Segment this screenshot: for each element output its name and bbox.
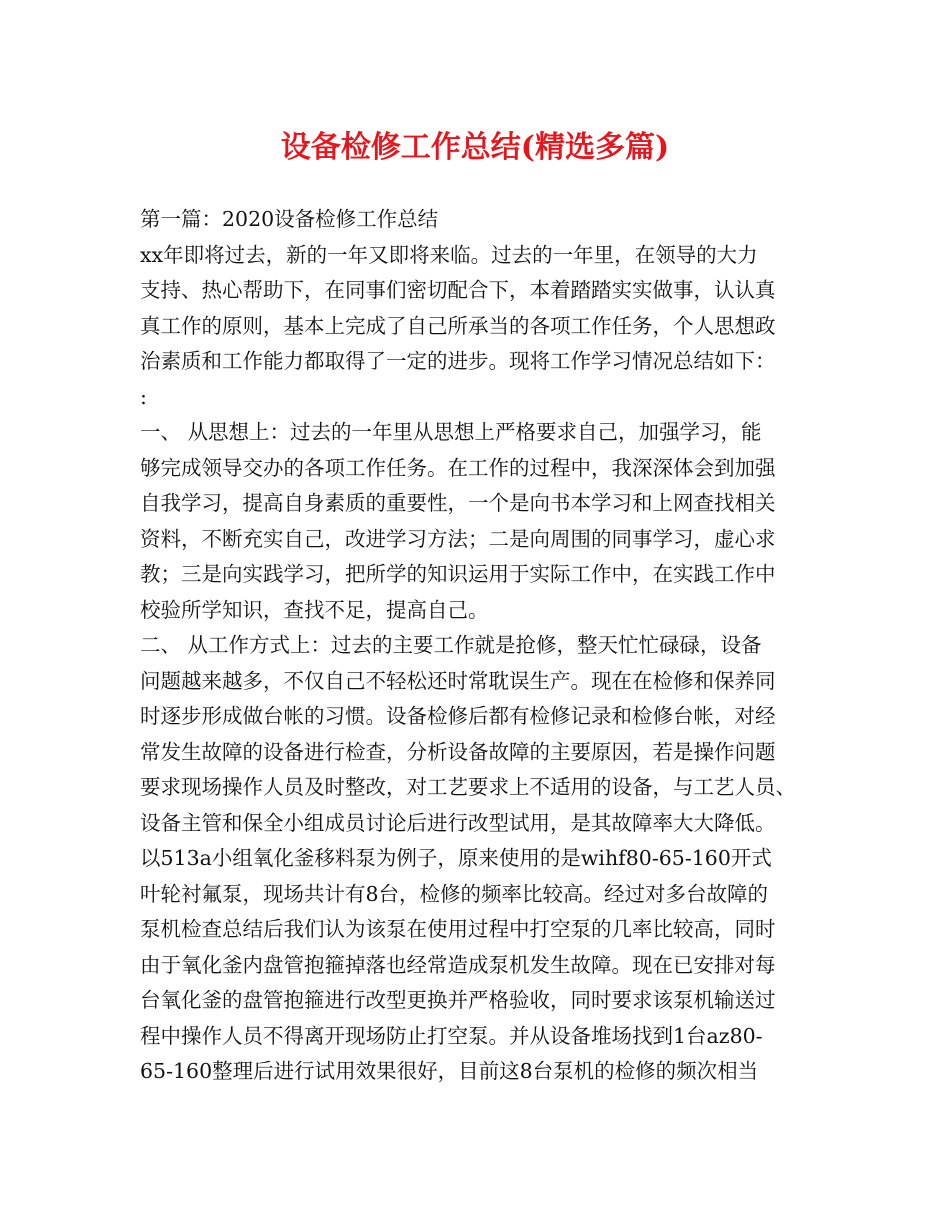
- text-line: 够完成领导交办的各项工作任务。在工作的过程中，我深深体会到加强: [140, 455, 776, 480]
- text-line: 叶轮衬氟泵，现场共计有8台，检修的频率比较高。经过对多台故障的: [140, 881, 769, 906]
- text-line: 设备主管和保全小组成员讨论后进行改型试用，是其故障率大大降低。: [140, 810, 776, 835]
- text-line: 程中操作人员不得离开现场防止打空泵。并从设备堆场找到1台az80-: [140, 1023, 763, 1048]
- text-line: 一、 从思想上：过去的一年里从思想上严格要求自己，加强学习，能: [140, 420, 762, 444]
- text-line: 第一篇：2020设备检修工作总结: [140, 207, 439, 231]
- text-line: 教；三是向实践学习，把所学的知识运用于实际工作中，在实践工作中: [140, 562, 776, 586]
- text-line: 65-160整理后进行试用效果很好，目前这8台泵机的检修的频次相当: [140, 1059, 759, 1083]
- document-title: 设备检修工作总结(精选多篇): [280, 130, 670, 165]
- text-line: 常发生故障的设备进行检查，分析设备故障的主要原因，若是操作问题: [140, 739, 776, 764]
- text-line: 时逐步形成做台帐的习惯。设备检修后都有检修记录和检修台帐，对经: [140, 704, 776, 728]
- text-line: 自我学习，提高自身素质的重要性，一个是向书本学习和上网查找相关: [140, 491, 776, 515]
- text-line: 真工作的原则，基本上完成了自己所承当的各项工作任务，个人思想政: [140, 313, 776, 338]
- text-line: :: [140, 384, 147, 409]
- text-line: xx年即将过去，新的一年又即将来临。过去的一年里，在领导的大力: [140, 242, 758, 267]
- document-body: [140, 202, 820, 1090]
- text-line: 台氧化釜的盘管抱箍进行改型更换并严格验收，同时要求该泵机输送过: [140, 988, 776, 1012]
- text-line: 由于氧化釜内盘管抱箍掉落也经常造成泵机发生故障。现在已安排对每: [140, 952, 776, 977]
- text-line: 要求现场操作人员及时整改，对工艺要求上不适用的设备，与工艺人员、: [140, 775, 796, 799]
- text-line: 支持、热心帮助下，在同事们密切配合下，本着踏踏实实做事，认认真: [140, 278, 776, 302]
- text-line: 泵机检查总结后我们认为该泵在使用过程中打空泵的几率比较高，同时: [140, 917, 776, 941]
- text-line: 治素质和工作能力都取得了一定的进步。现将工作学习情况总结如下：: [140, 349, 776, 373]
- text-line: 资料，不断充实自己，改进学习方法；二是向周围的同事学习，虚心求: [140, 526, 776, 551]
- text-line: 以513a小组氧化釜移料泵为例子，原来使用的是wihf80-65-160开式: [140, 846, 772, 870]
- text-line: 二、 从工作方式上：过去的主要工作就是抢修，整天忙忙碌碌，设备: [140, 633, 762, 657]
- text-line: 问题越来越多，不仅自己不轻松还时常耽误生产。现在在检修和保养同: [140, 668, 776, 693]
- text-line: 校验所学知识，查找不足，提高自己。: [140, 597, 489, 622]
